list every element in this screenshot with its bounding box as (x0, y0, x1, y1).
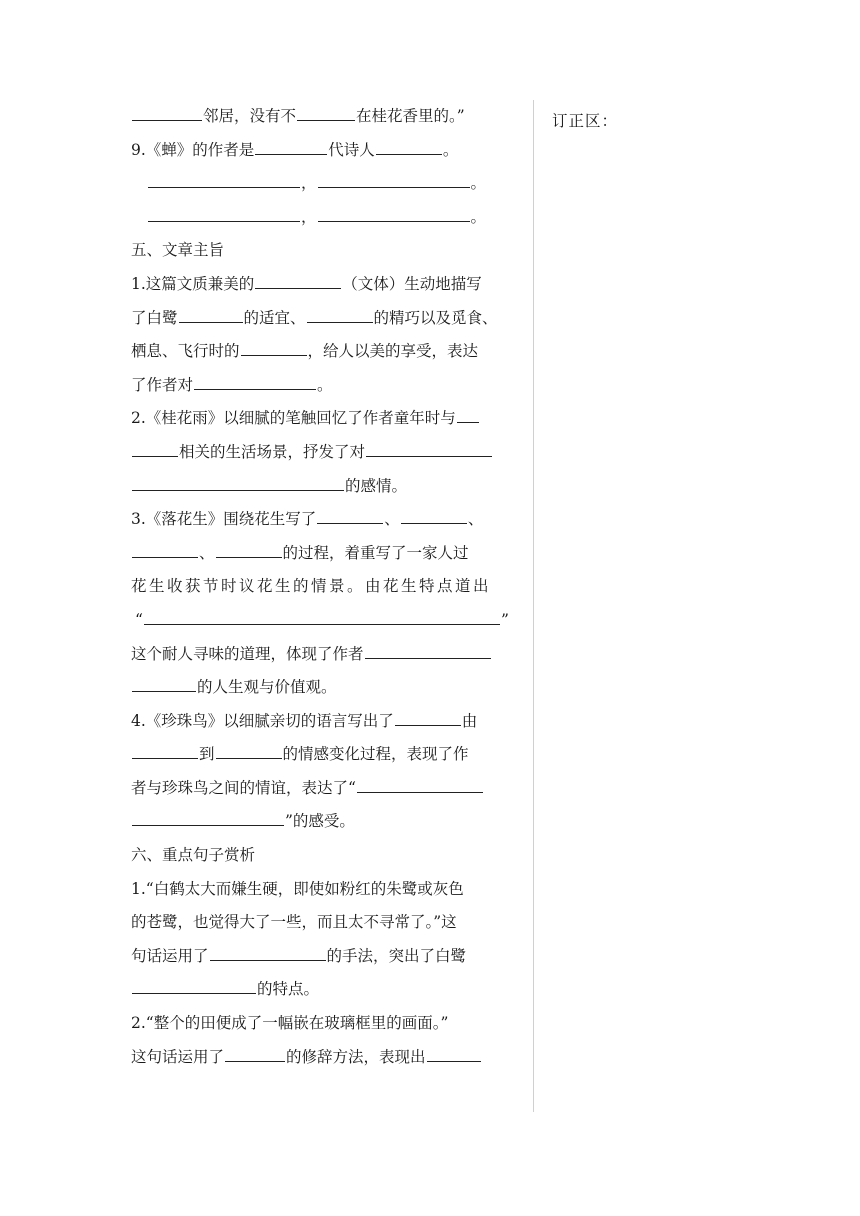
answer-blank[interactable] (179, 303, 243, 323)
question-text: 的过程，着重写了一家人过 (282, 543, 469, 562)
question-text: 相关的生活场景，抒发了对 (179, 442, 366, 461)
answer-blank[interactable] (357, 773, 483, 793)
question-line (131, 973, 523, 1007)
answer-blank[interactable] (144, 605, 500, 625)
question-line (131, 436, 523, 470)
question-line (131, 940, 523, 974)
question-text: （文体）生动地描写 (342, 274, 482, 293)
answer-blank[interactable] (376, 135, 442, 155)
question-text: 1.“白鹤太大而嫌生硬，即使如粉红的朱鹭或灰色 (131, 879, 464, 898)
answer-blank[interactable] (132, 974, 256, 994)
question-line (131, 638, 523, 672)
question-line (131, 335, 523, 369)
question-text: 的情感变化过程，表现了作 (282, 745, 469, 764)
question-text: 1.这篇文质兼美的 (131, 274, 255, 293)
question-line (131, 470, 523, 504)
question-text: 4.《珍珠鸟》以细腻亲切的语言写出了 (131, 711, 394, 730)
punct: 。 (470, 174, 487, 193)
answer-blank[interactable] (401, 504, 467, 524)
question-text: 2.“整个的田便成了一幅嵌在玻璃框里的画面。” (131, 1014, 449, 1033)
question-text: 的修辞方法，表现出 (286, 1047, 426, 1066)
question-line (131, 604, 523, 638)
section-heading (131, 234, 523, 268)
question-text: 花生收获节时议花生的情景。由花生特点道出 (131, 577, 492, 596)
poem-line (131, 167, 523, 201)
question-line (131, 772, 523, 806)
question-line (131, 570, 523, 604)
worksheet-column (131, 100, 523, 1074)
question-text: 这句话运用了 (131, 1047, 225, 1066)
question-line (131, 906, 523, 940)
punct: ， (301, 207, 317, 226)
answer-blank[interactable] (307, 303, 373, 323)
question-text: 。 (442, 140, 459, 159)
question-line (131, 268, 523, 302)
answer-blank[interactable] (132, 101, 202, 121)
question-text: 的手法，突出了白鹭 (326, 946, 467, 965)
question-text: ，给人以美的享受，表达 (307, 342, 479, 361)
question-line (131, 369, 523, 403)
question-text: 3.《落花生》围绕花生写了 (131, 510, 317, 529)
answer-blank[interactable] (132, 739, 198, 759)
punct: 、 (384, 510, 400, 529)
answer-blank[interactable] (225, 1042, 285, 1062)
answer-blank[interactable] (132, 538, 198, 558)
quote-open: “ (135, 610, 143, 629)
question-text: 的精巧以及觅食、 (373, 308, 498, 327)
answer-blank[interactable] (255, 135, 327, 155)
question-9 (131, 134, 523, 168)
question-text: 到 (199, 745, 215, 764)
question-line (131, 705, 523, 739)
question-text: 栖息、飞行时的 (131, 342, 240, 361)
section-heading (131, 839, 523, 873)
question-line (131, 1007, 523, 1041)
question-text: 2.《桂花雨》以细腻的笔触回忆了作者童年时与 (131, 409, 456, 428)
answer-blank[interactable] (210, 941, 326, 961)
punct: 、 (199, 543, 215, 562)
question-text: 这个耐人寻味的道理，体现了作者 (131, 644, 364, 663)
answer-blank[interactable] (194, 370, 316, 390)
question-line (131, 402, 523, 436)
answer-blank[interactable] (132, 471, 344, 491)
answer-blank[interactable] (395, 706, 461, 726)
answer-blank[interactable] (132, 672, 196, 692)
question-line (131, 537, 523, 571)
question-text: 的特点。 (257, 980, 320, 999)
question-text: 的人生观与价值观。 (197, 678, 337, 697)
question-text: 9.《蝉》的作者是 (131, 140, 255, 159)
answer-blank[interactable] (297, 101, 355, 121)
punct: ， (301, 174, 317, 193)
answer-blank[interactable] (216, 538, 282, 558)
question-text: 的适宜、 (243, 308, 306, 327)
answer-blank[interactable] (255, 269, 341, 289)
question-text: 者与珍珠鸟之间的情谊，表达了“ (131, 778, 356, 797)
quote-close: ” (500, 610, 509, 629)
answer-blank[interactable] (132, 806, 284, 826)
question-text: 了作者对 (131, 375, 194, 394)
column-divider (533, 100, 534, 1112)
answer-blank[interactable] (148, 168, 300, 188)
question-text: 句话运用了 (131, 946, 209, 965)
question-text: 。 (317, 375, 333, 394)
question-text: 由 (461, 711, 478, 730)
punct: 。 (470, 207, 487, 226)
answer-blank[interactable] (457, 403, 479, 423)
question-line (131, 671, 523, 705)
answer-blank[interactable] (241, 336, 307, 356)
question-text: 的苍鹭，也觉得大了一些，而且太不寻常了。”这 (131, 913, 457, 932)
question-line (131, 738, 523, 772)
answer-blank[interactable] (318, 168, 470, 188)
poem-line (131, 201, 523, 235)
question-line (131, 302, 523, 336)
question-line (131, 873, 523, 907)
line-text: 在桂花香里的。” (356, 107, 465, 125)
question-text: 的感情。 (345, 476, 408, 495)
question-text: ”的感受。 (285, 812, 355, 831)
line-text: 邻居，没有不 (203, 107, 297, 125)
section-title: 五、文章主旨 (131, 241, 225, 260)
punct: 、 (467, 510, 484, 529)
question-line (131, 503, 523, 537)
question-text: 了白鹭 (131, 308, 178, 327)
answer-blank[interactable] (216, 739, 282, 759)
answer-blank[interactable] (317, 504, 383, 524)
section-title: 六、重点句子赏析 (131, 846, 256, 865)
answer-blank[interactable] (365, 639, 491, 659)
correction-area-label: 订正区： (552, 112, 619, 130)
answer-blank[interactable] (366, 437, 492, 457)
question-text: 代诗人 (328, 140, 375, 159)
question-line (131, 805, 523, 839)
text-line (131, 100, 523, 134)
answer-blank[interactable] (148, 202, 300, 222)
question-line (131, 1041, 523, 1075)
answer-blank[interactable] (318, 202, 470, 222)
answer-blank[interactable] (427, 1042, 481, 1062)
answer-blank[interactable] (132, 437, 178, 457)
